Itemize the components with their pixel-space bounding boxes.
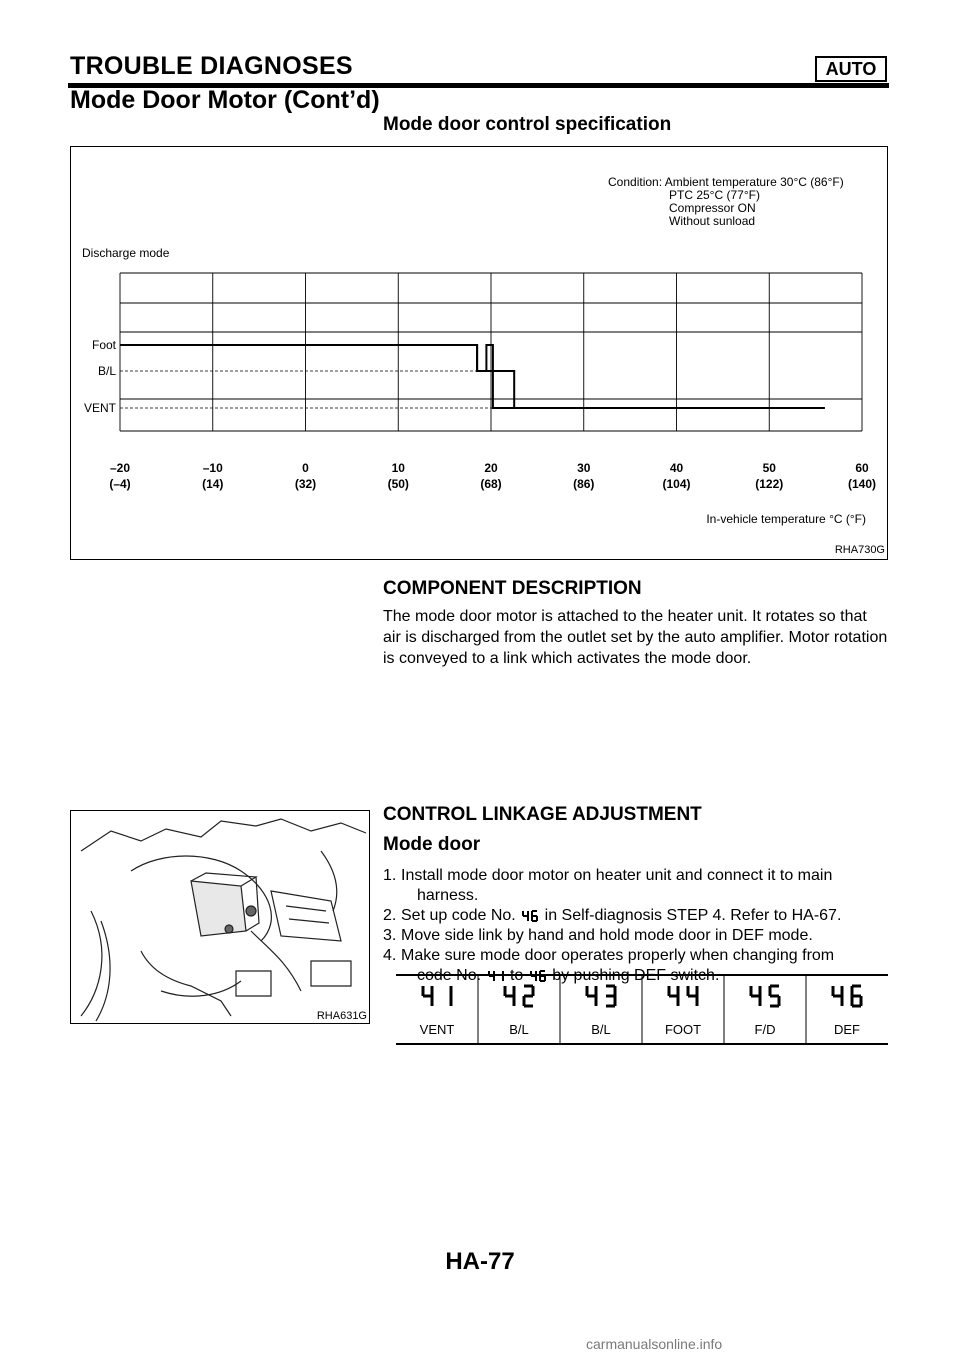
step-text-post: by pushing DEF switch. bbox=[552, 967, 720, 984]
x-tick-label-f: (50) bbox=[387, 476, 409, 491]
step-text-mid: to bbox=[509, 967, 524, 984]
mode-door-motor-photo bbox=[70, 810, 370, 1024]
step-2 bbox=[383, 906, 888, 926]
step-text: Make sure mode door operates properly when changing from bbox=[401, 947, 835, 964]
x-tick-labels bbox=[109, 461, 876, 491]
step-number: 4. bbox=[383, 947, 397, 964]
x-tick-label-f: (104) bbox=[661, 476, 691, 491]
table-mode-cell: B/L bbox=[591, 1022, 611, 1037]
x-tick-label-c: 20 bbox=[483, 460, 498, 475]
step-3 bbox=[383, 926, 888, 946]
x-tick-label-c: 10 bbox=[391, 460, 405, 475]
y-axis-title: Discharge mode bbox=[81, 245, 169, 260]
step-1 bbox=[383, 866, 888, 886]
condition-line: PTC 25°C (77°F) bbox=[668, 187, 760, 202]
chart-series bbox=[120, 345, 825, 408]
table-mode-cell: B/L bbox=[509, 1022, 529, 1037]
condition-line: Compressor ON bbox=[668, 200, 756, 215]
step-number: 2. bbox=[383, 907, 397, 924]
x-tick-label-f: (14) bbox=[201, 476, 223, 491]
table-mode-cell: VENT bbox=[419, 1022, 455, 1037]
segment-code-icon bbox=[520, 908, 540, 924]
mode-door-heading: Mode door bbox=[383, 834, 481, 855]
table-mode-cell: F/D bbox=[754, 1022, 776, 1037]
page-subtitle: Mode Door Motor (Cont’d) bbox=[70, 86, 380, 114]
photo-illustration bbox=[71, 811, 370, 1024]
x-tick-label-c: 30 bbox=[576, 460, 590, 475]
x-tick-label-c: 60 bbox=[854, 460, 869, 475]
photo-id: RHA631G bbox=[316, 1010, 367, 1022]
table-code-cell bbox=[833, 986, 861, 1006]
x-tick-label-c: 50 bbox=[762, 460, 776, 475]
code-table-graphic bbox=[396, 974, 888, 1046]
table-code-cell bbox=[423, 986, 451, 1006]
page-number: HA-77 bbox=[445, 1248, 515, 1275]
y-tick-label: VENT bbox=[83, 400, 116, 415]
component-heading: COMPONENT DESCRIPTION bbox=[383, 578, 642, 599]
step-1-continued: harness. bbox=[417, 887, 479, 904]
x-tick-label-c: 40 bbox=[669, 460, 683, 475]
step-text-post: in Self-diagnosis STEP 4. Refer to HA-67. bbox=[544, 907, 842, 924]
x-tick-label-f: (86) bbox=[572, 476, 594, 491]
table-mode-cell: DEF bbox=[834, 1022, 860, 1037]
condition-line: Condition: Ambient temperature 30°C (86°F) bbox=[607, 174, 844, 189]
y-tick-label: B/L bbox=[97, 363, 116, 378]
component-text: The mode door motor is attached to the heater unit. It rotates so that air is discharged from the outlet set by the auto amplifier. Motor rotation is conveyed to a link which activates the mode door. bbox=[383, 608, 888, 667]
x-tick-label-f: (68) bbox=[479, 476, 502, 491]
linkage-heading: CONTROL LINKAGE ADJUSTMENT bbox=[383, 804, 702, 825]
auto-badge: AUTO bbox=[815, 56, 887, 82]
table-code-cell bbox=[505, 986, 533, 1006]
x-tick-label-c: 0 bbox=[301, 460, 309, 475]
table-code-cell bbox=[751, 986, 779, 1006]
x-tick-label-f: (140) bbox=[847, 476, 876, 491]
figure-id: RHA730G bbox=[834, 543, 885, 556]
adjustment-steps bbox=[383, 866, 888, 986]
step-4 bbox=[383, 946, 888, 966]
spec-heading: Mode door control specification bbox=[383, 114, 672, 135]
series-line-2 bbox=[477, 345, 514, 408]
watermark: carmanualsonline.info bbox=[586, 1336, 723, 1352]
condition-line: Without sunload bbox=[668, 213, 755, 228]
mode-door-chart bbox=[70, 146, 888, 560]
x-axis-title: In-vehicle temperature °C (°F) bbox=[705, 511, 866, 526]
table-code-cell bbox=[669, 986, 697, 1006]
y-tick-labels bbox=[83, 338, 116, 415]
mode-door-spec-figure bbox=[70, 146, 888, 560]
step-text: Install mode door motor on heater unit and connect it to main bbox=[401, 867, 833, 884]
condition-text bbox=[608, 175, 844, 228]
x-tick-label-f: (32) bbox=[294, 476, 316, 491]
step-number: 3. bbox=[383, 927, 397, 944]
code-table bbox=[396, 974, 888, 1046]
table-mode-cell: FOOT bbox=[664, 1022, 702, 1037]
step-number: 1. bbox=[383, 867, 397, 884]
section-title: TROUBLE DIAGNOSES bbox=[70, 52, 353, 80]
y-tick-label: Foot bbox=[91, 337, 116, 352]
table-code-cell bbox=[587, 986, 615, 1006]
series-line-1 bbox=[120, 345, 825, 408]
step-text: Move side link by hand and hold mode door in DEF mode. bbox=[401, 927, 813, 944]
x-tick-label-c: –10 bbox=[202, 460, 223, 475]
x-tick-label-c: –20 bbox=[109, 460, 130, 475]
step-text-pre: Set up code No. bbox=[401, 907, 516, 924]
x-tick-label-f: (–4) bbox=[108, 476, 131, 491]
step-text-pre: code No. bbox=[417, 967, 482, 984]
x-tick-label-f: (122) bbox=[754, 476, 783, 491]
